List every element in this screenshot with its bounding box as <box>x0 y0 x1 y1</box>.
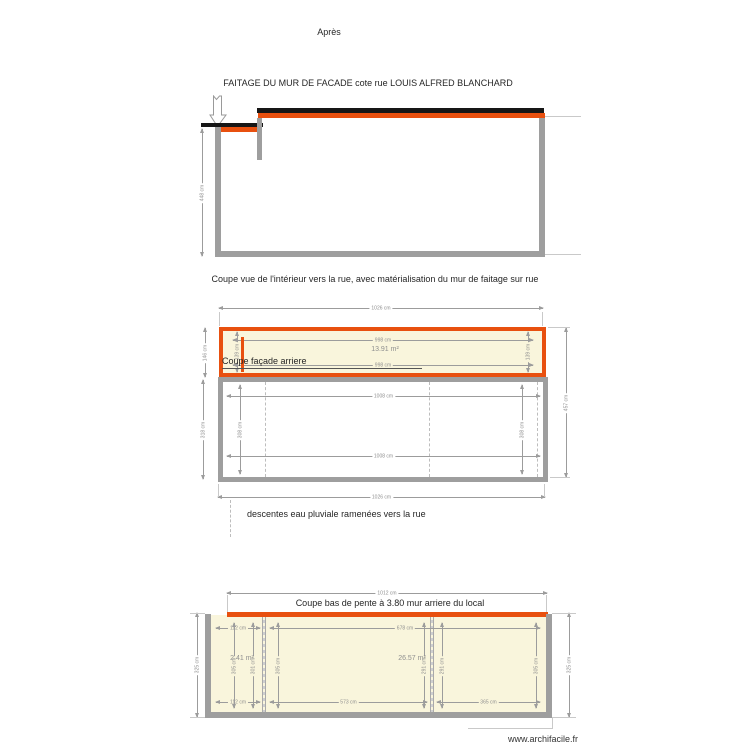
extension-line <box>546 595 547 612</box>
baspente-title: Coupe bas de pente à 3.80 mur arriere du local <box>295 598 485 608</box>
dim-bottom-right: 365 cm <box>437 702 540 703</box>
dim-vertical-4: 291 cm <box>424 623 425 708</box>
roof-orange-low <box>216 127 261 132</box>
dim-vertical-5: 291 cm <box>442 623 443 708</box>
extension-line <box>190 717 205 718</box>
dashed-reference-line <box>230 500 231 537</box>
small-room-area-label: 2.41 m² <box>230 655 254 662</box>
dim-faitage-height-right: 139 cm <box>528 332 529 372</box>
dim-faitage-width-bottom: 998 cm <box>233 365 533 366</box>
step-wall <box>257 118 262 160</box>
dim-room-width-top: 1008 cm <box>227 396 540 397</box>
dim-vertical-2: 301 cm <box>253 623 254 708</box>
extension-line <box>218 484 219 497</box>
left-wall-section <box>215 127 221 257</box>
dim-baspente-left-height: 325 cm <box>197 613 198 717</box>
interior-partition <box>430 617 434 712</box>
dim-top-left: 112 cm <box>216 628 260 629</box>
extension-line <box>552 717 576 718</box>
dim-vertical-6: 305 cm <box>536 623 537 708</box>
dim-room-height-right: 308 cm <box>522 385 523 474</box>
dim-room-height-left: 308 cm <box>240 385 241 474</box>
dim-faitage-height-left: 139 cm <box>237 332 238 372</box>
apres-label: Après <box>317 27 341 37</box>
dim-baspente-top-width: 1012 cm <box>227 593 547 594</box>
dim-outer-left-room-height: 318 cm <box>203 380 204 479</box>
coupe-facade-leader-line <box>222 368 422 369</box>
extension-line <box>190 613 205 614</box>
mur-arriere-orange-line <box>227 612 548 617</box>
faitage-area-label: 13.91 m² <box>371 346 399 353</box>
dim-vertical-3: 305 cm <box>278 623 279 708</box>
extension-line <box>544 484 545 497</box>
extension-line <box>542 312 543 326</box>
floor-section <box>215 251 545 257</box>
baspente-bottom-wall <box>205 712 552 718</box>
dim-faitage-width-top: 998 cm <box>233 340 533 341</box>
extension-line <box>219 312 220 326</box>
roof-extension-line <box>545 116 581 117</box>
large-room-area-label: 26.57 m² <box>398 655 426 662</box>
extension-line <box>550 477 570 478</box>
archifacile-url: www.archifacile.fr <box>508 734 579 744</box>
extension-line <box>552 613 576 614</box>
dim-bottom-mid: 573 cm <box>270 702 427 703</box>
coupe-marker-line <box>241 337 244 372</box>
dim-facade-height: 448 cm <box>202 129 203 256</box>
dim-outer-right-height: 457 cm <box>566 328 567 477</box>
dim-outer-left-wall-height: 146 cm <box>205 328 206 377</box>
coupe-rue-title: Coupe vue de l'intérieur vers la rue, avec matérialisation du mur de faitage sur rue <box>211 274 539 284</box>
interior-partition <box>262 617 266 712</box>
extension-line <box>227 595 228 612</box>
right-wall-section <box>539 118 545 257</box>
footer-corner-line-h <box>468 728 553 729</box>
descentes-note: descentes eau pluviale ramenées vers la rue <box>247 509 426 519</box>
faitage-title: FAITAGE DU MUR DE FACADE cote rue LOUIS ALFRED BLANCHARD <box>223 78 513 88</box>
coupe-facade-label: Coupe façade arriere <box>222 356 307 366</box>
dim-room-width-bottom: 1008 cm <box>227 456 540 457</box>
dim-vertical-1: 305 cm <box>234 623 235 708</box>
dim-outer-bottom-width: 1026 cm <box>218 497 545 498</box>
baspente-left-wall <box>205 614 211 718</box>
floor-extension-line <box>545 254 581 255</box>
dim-baspente-right-height: 325 cm <box>569 613 570 717</box>
dim-top-right: 678 cm <box>270 628 540 629</box>
extension-line <box>548 327 570 328</box>
roof-orange-main <box>258 113 545 118</box>
dim-bottom-left: 112 cm <box>216 702 260 703</box>
dim-outer-top-width: 1026 cm <box>219 308 543 309</box>
baspente-right-wall <box>546 614 552 718</box>
